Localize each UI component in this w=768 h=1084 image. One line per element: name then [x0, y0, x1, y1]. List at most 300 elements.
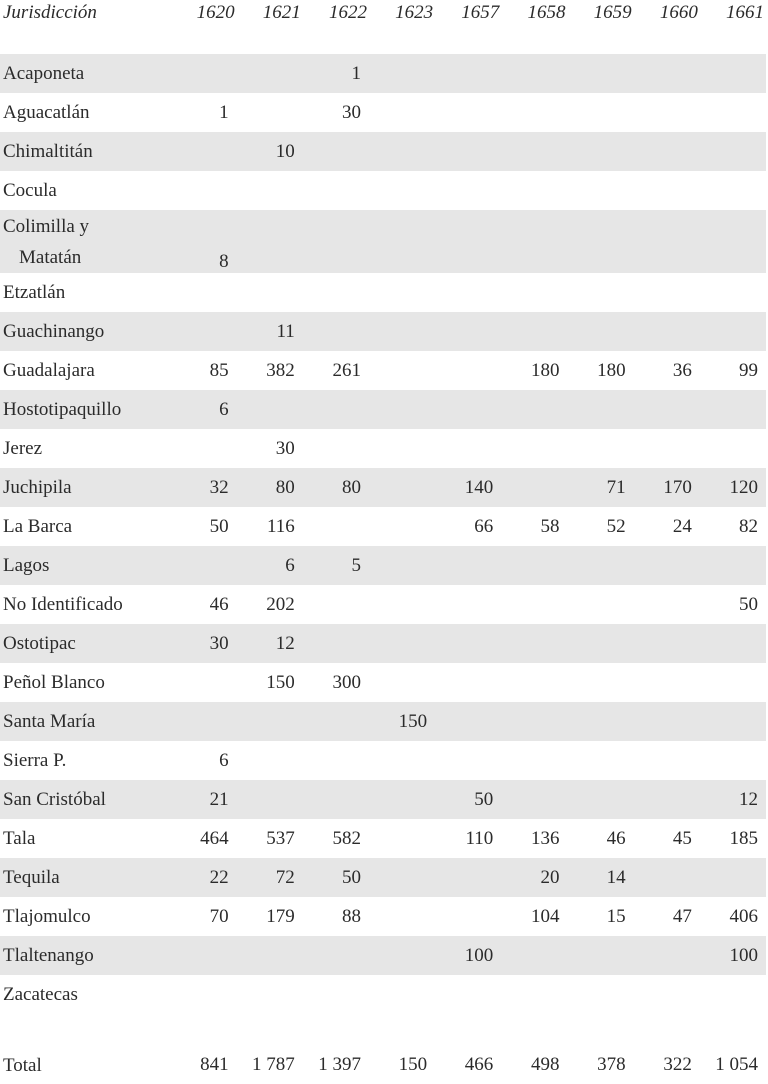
value-cell-1658	[501, 312, 567, 351]
value-cell-1659	[567, 429, 633, 468]
value-cell-1621: 72	[237, 858, 303, 897]
jurisdiction-name-text: Tlaltenango	[3, 945, 94, 966]
jurisdiction-name-text: Cocula	[3, 180, 57, 201]
value-cell-1661	[700, 312, 766, 351]
value-cell-1661	[700, 624, 766, 663]
jurisdiction-name-text: Aguacatlán	[3, 102, 90, 123]
value-cell-1623	[369, 819, 435, 858]
value-cell-1660	[634, 273, 700, 312]
column-header-1622: 1622	[328, 2, 367, 23]
value-cell-1660	[634, 741, 700, 780]
value-cell-1623	[369, 54, 435, 93]
value-cell-1658	[501, 390, 567, 429]
value-cell-1621	[237, 936, 303, 975]
value-cell-1657	[435, 210, 501, 273]
jurisdiction-name	[0, 741, 170, 780]
spacer-row	[0, 32, 766, 54]
value-cell-1661	[700, 429, 766, 468]
value-cell-1661	[700, 273, 766, 312]
value-cell-1622	[303, 390, 369, 429]
value-cell-1620: 85	[209, 359, 229, 381]
value-cell-1621: 11	[237, 312, 303, 351]
table-row	[0, 780, 766, 819]
value-cell-1620: 21	[170, 780, 236, 819]
value-cell-1623	[369, 171, 435, 210]
value-cell-1658	[501, 93, 567, 132]
value-cell-1657	[435, 273, 501, 312]
value-cell-1657	[435, 93, 501, 132]
value-cell-1623	[369, 93, 435, 132]
value-cell-1659	[567, 93, 633, 132]
value-cell-1657	[435, 897, 501, 936]
jurisdiction-name-text: Peñol Blanco	[3, 672, 105, 693]
value-cell-1660	[634, 702, 700, 741]
value-cell-1620: 32	[170, 468, 236, 507]
value-cell-1621	[237, 171, 303, 210]
value-cell-1620	[170, 54, 236, 93]
gap-row	[0, 1014, 766, 1046]
value-cell-1621: 382	[266, 359, 295, 381]
value-cell-1621	[237, 210, 303, 273]
column-header-jurisdiccion: Jurisdicción	[3, 2, 97, 23]
value-cell-1622: 582	[332, 827, 361, 849]
gap-cell	[0, 1014, 766, 1046]
value-cell-1660	[634, 210, 700, 273]
value-cell-1659	[567, 663, 633, 702]
value-cell-1660	[634, 663, 700, 702]
value-cell-1622: 30	[341, 101, 361, 123]
value-cell-1660	[634, 624, 700, 663]
value-cell-1622	[303, 741, 369, 780]
table-row	[0, 429, 766, 468]
value-cell-1661	[700, 210, 766, 273]
jurisdiction-name	[0, 819, 170, 858]
value-cell-1658	[501, 429, 567, 468]
value-cell-1659: 46	[606, 827, 626, 849]
table-row	[0, 741, 766, 780]
value-cell-1657: 66	[474, 515, 494, 537]
value-cell-1622: 50	[303, 858, 369, 897]
value-cell-1623	[369, 273, 435, 312]
jurisdiction-name	[0, 780, 170, 819]
value-cell-1623	[369, 858, 435, 897]
value-cell-1659	[567, 585, 633, 624]
value-cell-1658	[501, 171, 567, 210]
jurisdiction-name-text: Colimilla y	[3, 216, 90, 237]
value-cell-1659	[567, 273, 633, 312]
jurisdiction-name-text: La Barca	[3, 516, 73, 537]
value-cell-1657	[435, 546, 501, 585]
table-row	[0, 663, 766, 702]
column-header-1620: 1620	[196, 2, 235, 23]
value-cell-1657	[435, 429, 501, 468]
jurisdiction-name-text: Ostotipac	[3, 633, 76, 654]
value-cell-1657	[435, 171, 501, 210]
value-cell-1661	[700, 546, 766, 585]
value-cell-1660	[634, 54, 700, 93]
value-cell-1660: 36	[672, 359, 692, 381]
value-cell-1621	[237, 780, 303, 819]
value-cell-1659	[567, 702, 633, 741]
value-cell-1657	[435, 663, 501, 702]
value-cell-1657	[435, 624, 501, 663]
value-cell-1659	[567, 624, 633, 663]
value-cell-1661	[700, 975, 766, 1014]
jurisdiction-name	[0, 273, 170, 312]
jurisdiction-name-text: Juchipila	[3, 477, 72, 498]
value-cell-1622	[303, 507, 369, 546]
jurisdiction-name	[0, 975, 170, 1014]
value-cell-1659	[567, 936, 633, 975]
value-cell-1659: 71	[567, 468, 633, 507]
value-cell-1658: 136	[530, 827, 560, 849]
value-cell-1657	[435, 858, 501, 897]
value-cell-1620	[170, 936, 236, 975]
header-row	[0, 0, 766, 32]
value-cell-1623	[369, 741, 435, 780]
jurisdiction-name	[0, 897, 170, 936]
jurisdiction-name-text: Zacatecas	[3, 984, 78, 1005]
jurisdiction-name	[0, 132, 170, 171]
value-cell-1622	[303, 312, 369, 351]
total-cell-1660: 322	[663, 1054, 692, 1075]
table-row	[0, 585, 766, 624]
value-cell-1659	[567, 171, 633, 210]
value-cell-1661	[700, 54, 766, 93]
value-cell-1660: 45	[672, 827, 692, 849]
table-row	[0, 507, 766, 546]
value-cell-1657	[435, 351, 501, 390]
value-cell-1657	[435, 585, 501, 624]
value-cell-1622	[303, 273, 369, 312]
jurisdiction-name-text: Tlajomulco	[3, 906, 91, 927]
table-row	[0, 897, 766, 936]
value-cell-1622	[303, 585, 369, 624]
value-cell-1621	[237, 390, 303, 429]
value-cell-1658	[501, 468, 567, 507]
value-cell-1657	[435, 741, 501, 780]
jurisdiction-name-text: Lagos	[3, 555, 50, 576]
value-cell-1658	[501, 936, 567, 975]
value-cell-1621: 12	[237, 624, 303, 663]
value-cell-1620: 1	[219, 101, 229, 123]
jurisdiction-name-text: Jerez	[3, 438, 43, 459]
value-cell-1622: 5	[303, 546, 369, 585]
table-row	[0, 351, 766, 390]
value-cell-1621	[237, 93, 303, 132]
value-cell-1658: 104	[530, 905, 560, 927]
jurisdiction-name	[0, 858, 170, 897]
value-cell-1661: 50	[739, 593, 758, 615]
table-row	[0, 54, 766, 93]
total-cell-1657: 466	[464, 1054, 494, 1075]
total-cell-1658: 498	[530, 1054, 560, 1075]
value-cell-1621: 30	[275, 437, 295, 459]
value-cell-1622	[303, 624, 369, 663]
value-cell-1623	[369, 429, 435, 468]
column-header-1621: 1621	[262, 2, 301, 23]
value-cell-1620: 6	[219, 749, 229, 771]
value-cell-1659	[567, 54, 633, 93]
jurisdiction-name	[0, 54, 170, 93]
value-cell-1661: 99	[739, 359, 758, 381]
value-cell-1658	[501, 210, 567, 273]
value-cell-1620	[170, 975, 236, 1014]
value-cell-1658: 180	[530, 359, 560, 381]
column-header-1659: 1659	[593, 2, 632, 23]
value-cell-1660	[634, 975, 700, 1014]
table-row	[0, 975, 766, 1014]
value-cell-1620: 8	[170, 210, 236, 273]
value-cell-1621	[237, 54, 303, 93]
total-cell-1620: 841	[200, 1054, 229, 1075]
table-row	[0, 171, 766, 210]
value-cell-1620	[170, 273, 236, 312]
value-cell-1660	[634, 585, 700, 624]
value-cell-1621: 80	[237, 468, 303, 507]
value-cell-1620: 70	[209, 905, 229, 927]
table-row	[0, 390, 766, 429]
value-cell-1622: 88	[341, 905, 361, 927]
column-header-1657: 1657	[461, 2, 500, 23]
jurisdiction-name	[0, 171, 170, 210]
value-cell-1622	[303, 702, 369, 741]
jurisdiction-name-text: Etzatlán	[3, 282, 66, 303]
value-cell-1620: 22	[170, 858, 236, 897]
value-cell-1659	[567, 312, 633, 351]
value-cell-1623	[369, 624, 435, 663]
value-cell-1623	[369, 897, 435, 936]
value-cell-1660	[634, 312, 700, 351]
jurisdiction-name	[0, 390, 170, 429]
value-cell-1660	[634, 171, 700, 210]
value-cell-1658	[501, 54, 567, 93]
value-cell-1622: 261	[332, 359, 361, 381]
value-cell-1621	[237, 975, 303, 1014]
value-cell-1657	[435, 390, 501, 429]
value-cell-1658: 58	[540, 515, 560, 537]
table-row	[0, 936, 766, 975]
jurisdiction-name-text: Tala	[3, 828, 36, 849]
table-row	[0, 858, 766, 897]
value-cell-1621	[237, 273, 303, 312]
value-cell-1661: 100	[700, 936, 766, 975]
value-cell-1623: 150	[369, 702, 435, 741]
table-row	[0, 702, 766, 741]
total-cell-1623: 150	[398, 1054, 428, 1075]
value-cell-1621	[237, 741, 303, 780]
value-cell-1658	[501, 780, 567, 819]
value-cell-1659	[567, 780, 633, 819]
jurisdiction-name	[0, 351, 170, 390]
value-cell-1658	[501, 975, 567, 1014]
value-cell-1661	[700, 702, 766, 741]
jurisdiction-name-text: Guachinango	[3, 321, 105, 342]
value-cell-1659	[567, 975, 633, 1014]
value-cell-1621: 116	[266, 515, 295, 537]
value-cell-1657	[435, 312, 501, 351]
jurisdiction-name	[0, 507, 170, 546]
jurisdiction-name-text: Chimaltitán	[3, 141, 93, 162]
jurisdiction-name	[0, 624, 170, 663]
value-cell-1660	[634, 93, 700, 132]
table-row	[0, 93, 766, 132]
value-cell-1661	[700, 858, 766, 897]
table-row	[0, 624, 766, 663]
value-cell-1660: 47	[672, 905, 692, 927]
value-cell-1622: 80	[303, 468, 369, 507]
value-cell-1622	[303, 210, 369, 273]
spacer-cell	[0, 32, 766, 54]
jurisdiction-name-text: Acaponeta	[3, 63, 85, 84]
value-cell-1661	[700, 132, 766, 171]
value-cell-1623	[369, 468, 435, 507]
value-cell-1620: 30	[170, 624, 236, 663]
value-cell-1620	[170, 171, 236, 210]
value-cell-1659	[567, 210, 633, 273]
value-cell-1657	[435, 702, 501, 741]
jurisdiction-name	[0, 210, 170, 273]
value-cell-1661: 12	[700, 780, 766, 819]
value-cell-1658	[501, 585, 567, 624]
value-cell-1657: 100	[435, 936, 501, 975]
value-cell-1658	[501, 702, 567, 741]
value-cell-1620	[170, 702, 236, 741]
value-cell-1658	[501, 741, 567, 780]
value-cell-1623	[369, 936, 435, 975]
value-cell-1660	[634, 858, 700, 897]
value-cell-1620: 50	[209, 515, 229, 537]
value-cell-1660: 170	[634, 468, 700, 507]
value-cell-1659: 14	[567, 858, 633, 897]
value-cell-1622	[303, 780, 369, 819]
jurisdiction-name	[0, 702, 170, 741]
total-label: Total	[3, 1054, 42, 1076]
value-cell-1657	[435, 54, 501, 93]
table-row	[0, 468, 766, 507]
value-cell-1623	[369, 546, 435, 585]
table-row	[0, 546, 766, 585]
jurisdiction-name	[0, 546, 170, 585]
value-cell-1658	[501, 663, 567, 702]
jurisdiction-name-continued: Matatán	[19, 247, 82, 268]
value-cell-1621: 6	[237, 546, 303, 585]
value-cell-1661: 120	[700, 468, 766, 507]
jurisdiction-name	[0, 93, 170, 132]
value-cell-1660	[634, 390, 700, 429]
value-cell-1660	[634, 780, 700, 819]
value-cell-1622	[303, 132, 369, 171]
value-cell-1620	[170, 663, 236, 702]
table-row	[0, 273, 766, 312]
jurisdiction-name	[0, 663, 170, 702]
column-header-1658: 1658	[527, 2, 566, 23]
total-row	[0, 1046, 766, 1084]
value-cell-1657: 110	[465, 827, 494, 849]
value-cell-1661: 82	[739, 515, 758, 537]
jurisdiction-name-text: Santa María	[3, 711, 96, 732]
column-header-1623: 1623	[395, 2, 434, 23]
jurisdiction-name-text: Guadalajara	[3, 360, 95, 381]
value-cell-1623	[369, 507, 435, 546]
value-cell-1660	[634, 936, 700, 975]
value-cell-1659: 15	[606, 905, 626, 927]
value-cell-1620	[170, 312, 236, 351]
value-cell-1623	[369, 975, 435, 1014]
value-cell-1657: 140	[435, 468, 501, 507]
jurisdiction-name	[0, 468, 170, 507]
value-cell-1622	[303, 171, 369, 210]
value-cell-1658	[501, 546, 567, 585]
value-cell-1658	[501, 273, 567, 312]
value-cell-1660	[634, 546, 700, 585]
value-cell-1620	[170, 132, 236, 171]
value-cell-1661	[700, 663, 766, 702]
value-cell-1621: 150	[266, 671, 295, 693]
value-cell-1661: 406	[729, 905, 758, 927]
value-cell-1660	[634, 429, 700, 468]
value-cell-1623	[369, 312, 435, 351]
value-cell-1661: 185	[729, 827, 758, 849]
value-cell-1621: 179	[266, 905, 295, 927]
total-cell-1659: 378	[597, 1054, 626, 1075]
value-cell-1659: 180	[597, 359, 626, 381]
column-header-1660: 1660	[659, 2, 698, 23]
jurisdiction-name	[0, 429, 170, 468]
value-cell-1622	[303, 975, 369, 1014]
jurisdiction-name-text: San Cristóbal	[3, 789, 106, 810]
value-cell-1620	[170, 429, 236, 468]
jurisdiction-name	[0, 312, 170, 351]
value-cell-1620: 6	[170, 390, 236, 429]
value-cell-1657	[435, 975, 501, 1014]
value-cell-1658	[501, 624, 567, 663]
total-cell-1622: 1 397	[318, 1054, 361, 1075]
jurisdiction-name-text: Hostotipaquillo	[3, 399, 122, 420]
value-cell-1622	[303, 429, 369, 468]
value-cell-1659: 52	[606, 515, 626, 537]
value-cell-1622: 1	[303, 54, 369, 93]
value-cell-1623	[369, 780, 435, 819]
jurisdiction-name-text: Tequila	[3, 867, 60, 888]
table-row	[0, 132, 766, 171]
column-header-1661: 1661	[726, 2, 764, 23]
value-cell-1621: 202	[266, 593, 295, 615]
value-cell-1659	[567, 546, 633, 585]
value-cell-1661	[700, 93, 766, 132]
jurisdiction-name-text: Sierra P.	[3, 750, 67, 771]
jurisdiction-name	[0, 585, 170, 624]
table-header	[0, 0, 766, 32]
value-cell-1659	[567, 741, 633, 780]
value-cell-1658	[501, 132, 567, 171]
value-cell-1623	[369, 210, 435, 273]
jurisdiction-name-text: No Identificado	[3, 594, 123, 615]
value-cell-1623	[369, 351, 435, 390]
value-cell-1659	[567, 132, 633, 171]
value-cell-1620: 46	[209, 593, 229, 615]
value-cell-1657	[435, 132, 501, 171]
jurisdiction-name	[0, 936, 170, 975]
total-cell-1661: 1 054	[715, 1054, 758, 1075]
value-cell-1660	[634, 132, 700, 171]
value-cell-1657: 50	[435, 780, 501, 819]
total-cell-1621: 1 787	[252, 1054, 295, 1075]
value-cell-1622	[303, 936, 369, 975]
value-cell-1659	[567, 390, 633, 429]
value-cell-1620: 464	[200, 827, 229, 849]
value-cell-1621: 537	[266, 827, 295, 849]
